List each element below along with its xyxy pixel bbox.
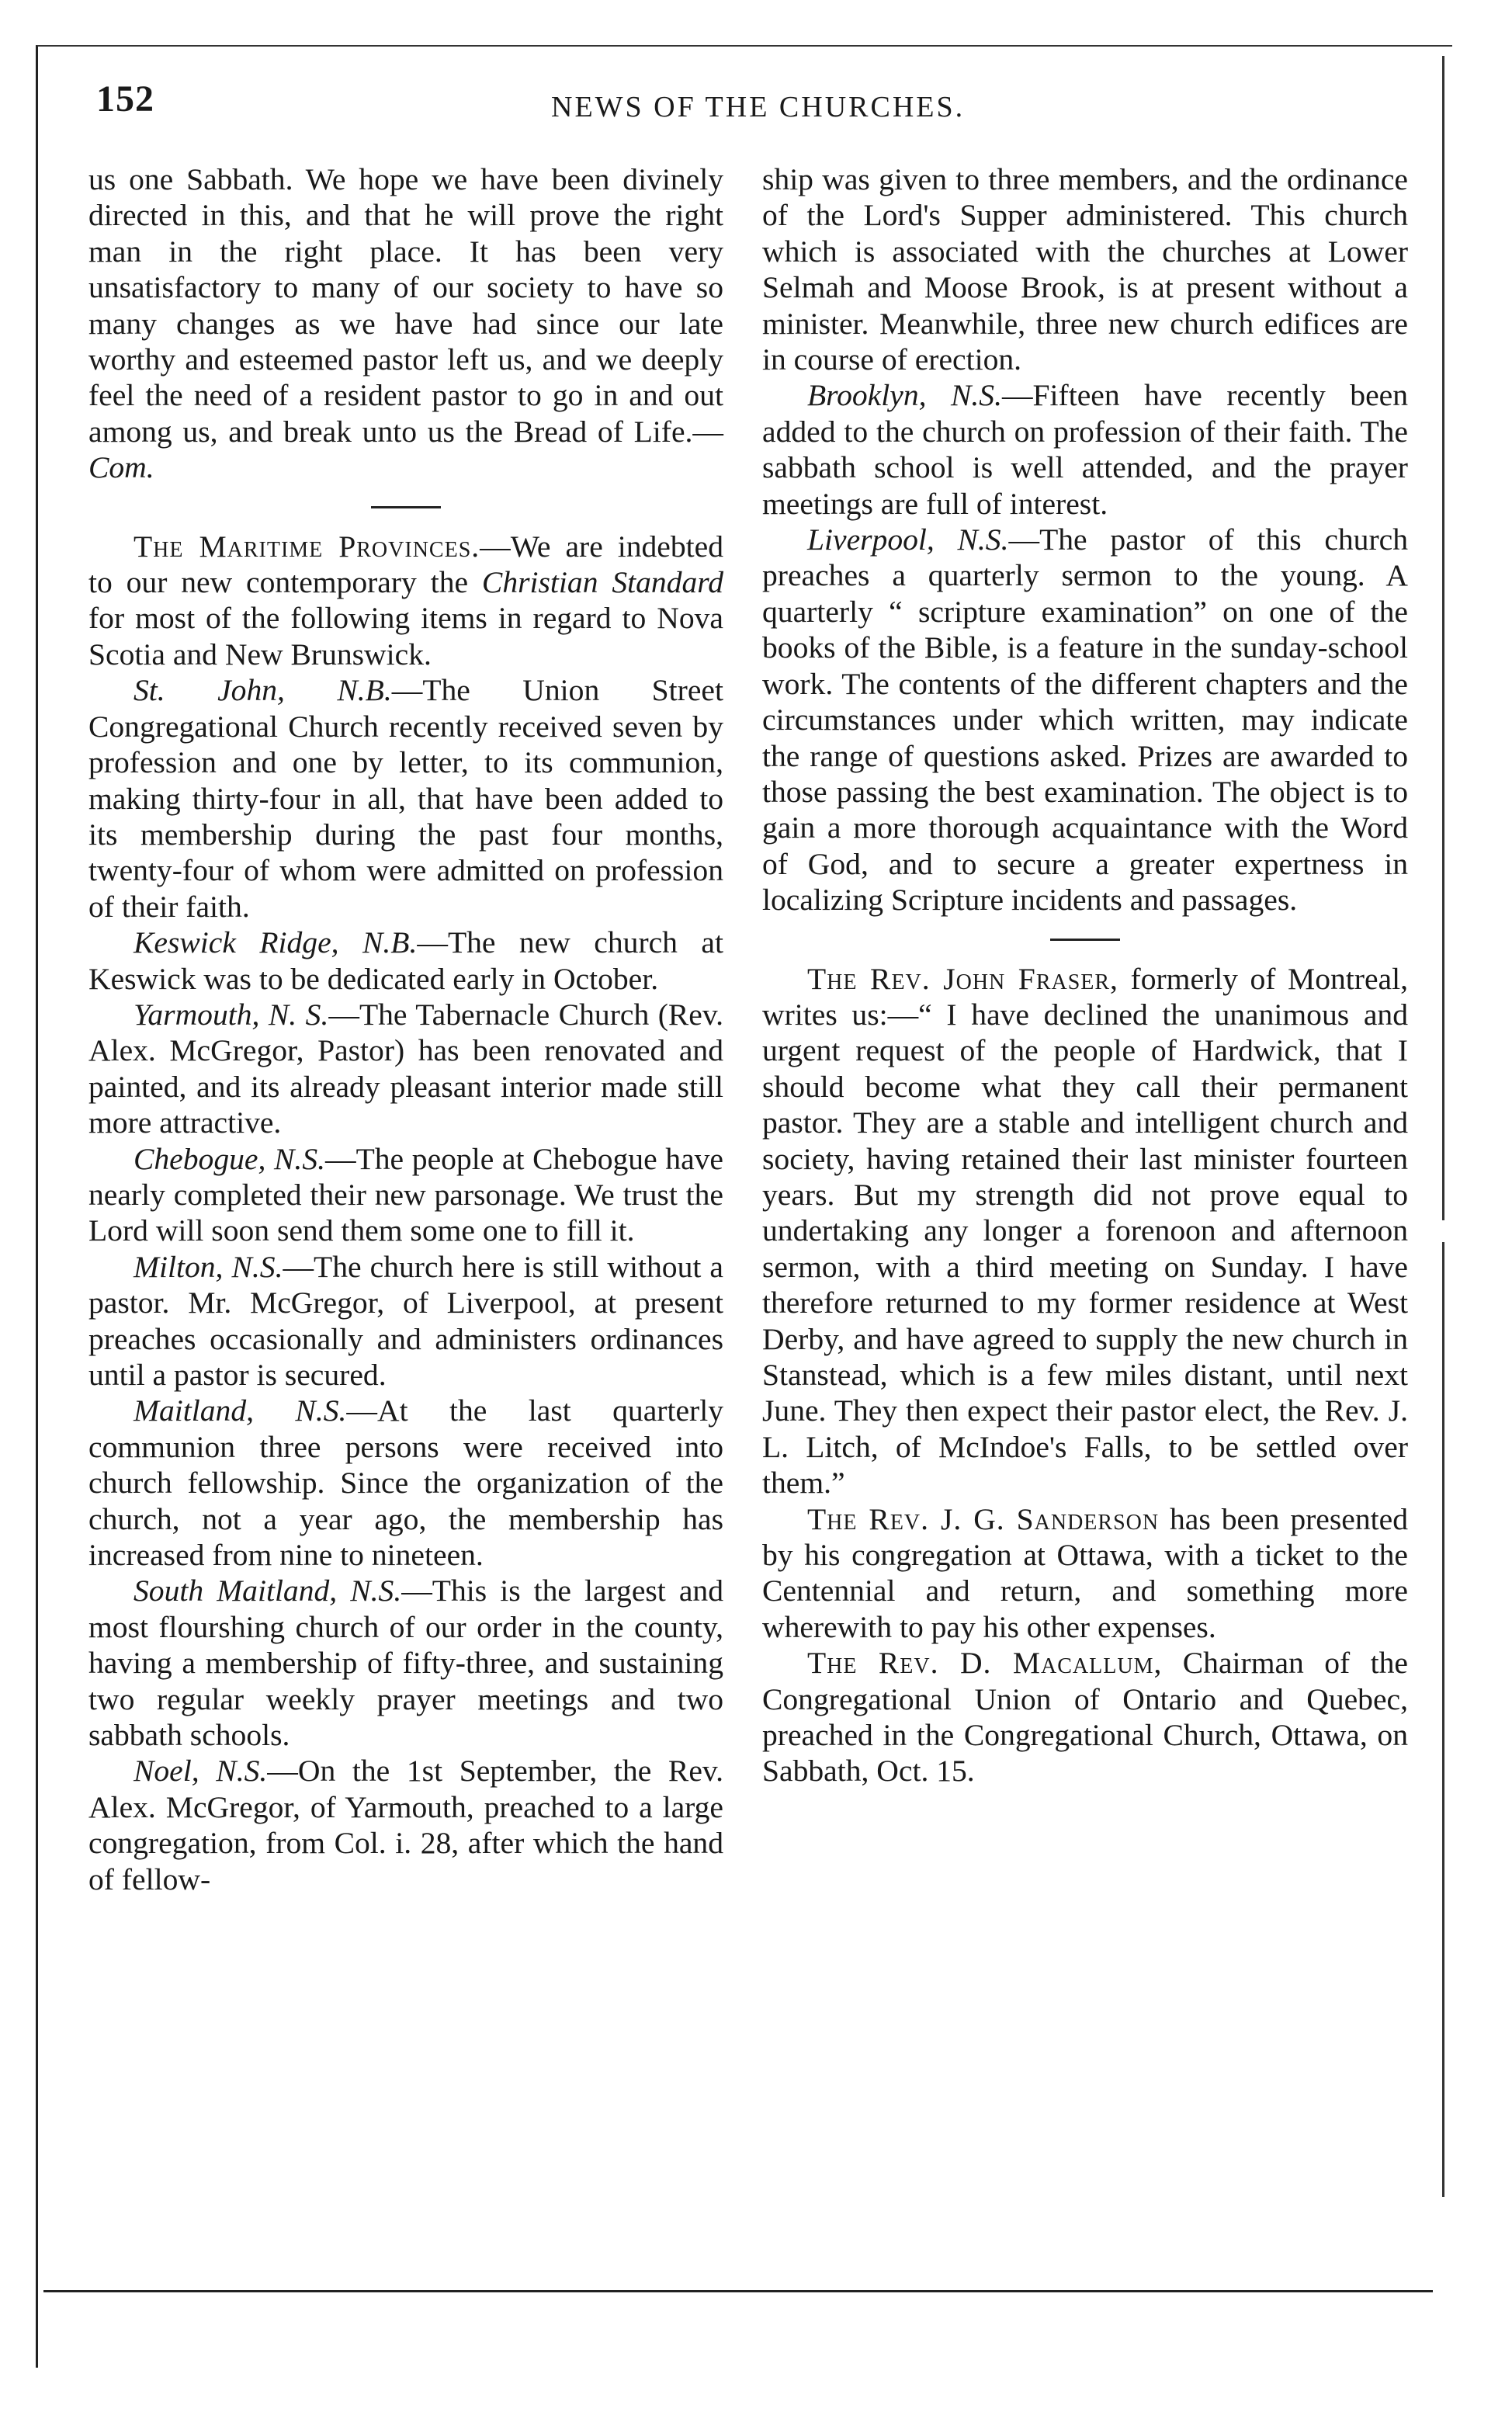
left-column xyxy=(88,161,723,1897)
right-border-rule xyxy=(1442,56,1444,1220)
section-heading: The Rev. John Fraser, xyxy=(807,961,1118,996)
place-name: South Maitland, N.S. xyxy=(134,1574,402,1608)
section-divider xyxy=(371,506,441,508)
right-border-rule-lower xyxy=(1442,1242,1444,2197)
item-noel: Noel, N.S.—On the 1st September, the Rev. Alex. McGregor, of Yarmouth, preached to a large congregation, from Col. i. 28, after which the hand of fellow- xyxy=(88,1754,724,1896)
item-liverpool: Liverpool, N.S.—The pastor of this church preaches a quarterly sermon to the young. A quarterly “ scripture examination” on one of the books of the Bible, is a feature in the sunday-school work. The contents of the different chapters and the circumstances under which written, may indicate the range of questions asked. Prizes are awarded to those passing the best examination. The object is to gain a more thorough acquaintance with the Word of God, and to secure a greater expertness in localizing Scripture incidents and passages. xyxy=(762,522,1409,918)
right-column xyxy=(762,161,1408,1789)
publication-title: Christian Standard xyxy=(481,565,724,600)
item-brooklyn: Brooklyn, N.S.—Fifteen have recently been added to the church on profession of their faith. The sabbath school is well attended, and the prayer meetings are full of interest. xyxy=(762,378,1408,521)
item-sanderson: The Rev. J. G. Sanderson has been presented by his congregation at Ottawa, with a ticket to the Centennial and return, and something more wherewith to pay his other expenses. xyxy=(762,1501,1408,1644)
section-heading: The Rev. D. Macallum, xyxy=(807,1646,1163,1681)
section-heading: The Rev. J. G. Sanderson xyxy=(807,1501,1160,1536)
paragraph-sabbath-letter: us one Sabbath. We hope we have been divinely directed in this, and that he will prove the right man in the right place. It has been very unsatisfactory to many of our society to have so many changes as we have had since our late worthy and esteemed pastor left us, and we deeply feel the need of a resident pastor to go in and out among us, and break unto us the Bread of Life.—Com. xyxy=(88,162,723,485)
signature: Com. xyxy=(88,450,154,485)
place-name: Milton, N.S. xyxy=(134,1249,283,1284)
item-noel-continued: ship was given to three members, and the ordinance of the Lord's Supper administered. This church which is associated with the churches at Lower Selmah and Moose Brook, is at present without a minister. Meanwhile, three new church edifices are in course of erection. xyxy=(762,162,1408,377)
running-head: NEWS OF THE CHURCHES. xyxy=(551,91,966,123)
section-heading: The Maritime Provinces. xyxy=(134,529,480,564)
item-yarmouth: Yarmouth, N. S.—The Tabernacle Church (Rev. Alex. McGregor, Pastor) has been renovated and painted, and its already pleasant interior made still more attractive. xyxy=(88,997,723,1140)
paragraph-maritime-provinces: The Maritime Provinces.—We are indebted to our new contemporary the Christian Standard for most of the following items in regard to Nova Scotia and New Brunswick. xyxy=(88,529,724,671)
item-st-john: St. John, N.B.—The Union Street Congregational Church recently received seven by profession and one by letter, to its communion, making thirty-four in all, that have been added to its membership during the past four months, twenty-four of whom were admitted on profession of their faith. xyxy=(88,673,723,924)
place-name: Maitland, N.S. xyxy=(134,1393,347,1428)
place-name: Brooklyn, N.S. xyxy=(807,378,1002,413)
bottom-rule xyxy=(43,2290,1433,2292)
item-south-maitland: South Maitland, N.S.—This is the largest and most flourshing church of our order in the county, having a membership of fifty-three, and sustaining two regular weekly prayer meetings and two sabbath schools. xyxy=(88,1574,723,1753)
item-milton: Milton, N.S.—The church here is still without a pastor. Mr. McGregor, of Liverpool, at present preaches occasionally and administers ordinances until a pastor is secured. xyxy=(88,1249,723,1392)
place-name: St. John, N.B. xyxy=(134,673,392,708)
page-number: 152 xyxy=(96,78,154,120)
item-macallum: The Rev. D. Macallum, Chairman of the Congregational Union of Ontario and Quebec, preached in the Congregational Church, Ottawa, on Sabbath, Oct. 15. xyxy=(762,1646,1408,1789)
item-keswick-ridge: Keswick Ridge, N.B.—The new church at Keswick was to be dedicated early in October. xyxy=(88,925,723,996)
item-john-fraser: The Rev. John Fraser, formerly of Montreal, writes us:—“ I have declined the unanimous and urgent request of the people of Hardwick, that I should become what they call their permanent pastor. They are a stable and intelligent church and society, having retained their last minister fourteen years. But my strength did not prove equal to undertaking any longer a forenoon and afternoon sermon, with a third meeting on Sunday. I have therefore returned to my former residence at West Derby, and have agreed to supply the new church in Stanstead, which is a few miles distant, until next June. They then expect their pastor elect, the Rev. J. L. Litch, of McIndoe's Falls, to be settled over them.” xyxy=(762,961,1408,1501)
page-header xyxy=(85,78,1405,132)
item-chebogue: Chebogue, N.S.—The people at Chebogue have nearly completed their new parsonage. We trust the Lord will soon send them some one to fill it. xyxy=(88,1141,724,1248)
place-name: Yarmouth, N. S. xyxy=(134,997,329,1032)
item-maitland: Maitland, N.S.—At the last quarterly communion three persons were received into church fellowship. Since the organization of the church, not a year ago, the membership has increased from nine to nineteen. xyxy=(88,1393,723,1573)
place-name: Liverpool, N.S. xyxy=(807,522,1009,557)
section-divider xyxy=(1050,939,1120,941)
place-name: Noel, N.S. xyxy=(134,1754,268,1789)
place-name: Keswick Ridge, N.B. xyxy=(134,925,418,960)
place-name: Chebogue, N.S. xyxy=(134,1141,326,1176)
